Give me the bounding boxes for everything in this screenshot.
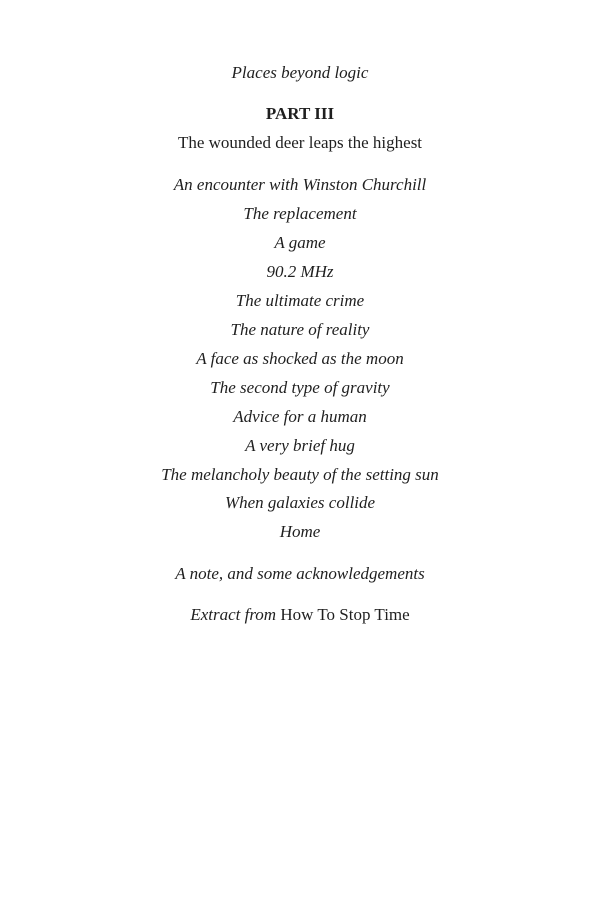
toc-entry: Home bbox=[279, 522, 321, 541]
toc-entry-extract bbox=[0, 605, 600, 625]
toc-entry: 90.2 MHz bbox=[266, 262, 334, 281]
toc-entry: The replacement bbox=[243, 204, 357, 223]
toc-entry: The melancholy beauty of the setting sun bbox=[161, 465, 439, 484]
toc-entry-note: A note, and some acknowledgements bbox=[175, 564, 425, 583]
extract-prefix: Extract from bbox=[190, 605, 277, 624]
extract-title: How To Stop Time bbox=[280, 605, 410, 624]
part-subtitle: The wounded deer leaps the highest bbox=[177, 133, 423, 152]
toc-entry: The second type of gravity bbox=[210, 378, 390, 397]
toc-entry-previous: Places beyond logic bbox=[231, 63, 369, 82]
toc-entry: When galaxies collide bbox=[224, 493, 376, 512]
toc-entry: The ultimate crime bbox=[235, 291, 365, 310]
toc-entry: Advice for a human bbox=[233, 407, 367, 426]
part-heading: PART III bbox=[265, 104, 335, 123]
toc-entry: A very brief hug bbox=[245, 436, 355, 455]
toc-entry: A face as shocked as the moon bbox=[196, 349, 404, 368]
toc-entry: The nature of reality bbox=[230, 320, 370, 339]
toc-entry: A game bbox=[274, 233, 326, 252]
toc-entry: An encounter with Winston Churchill bbox=[173, 175, 427, 194]
